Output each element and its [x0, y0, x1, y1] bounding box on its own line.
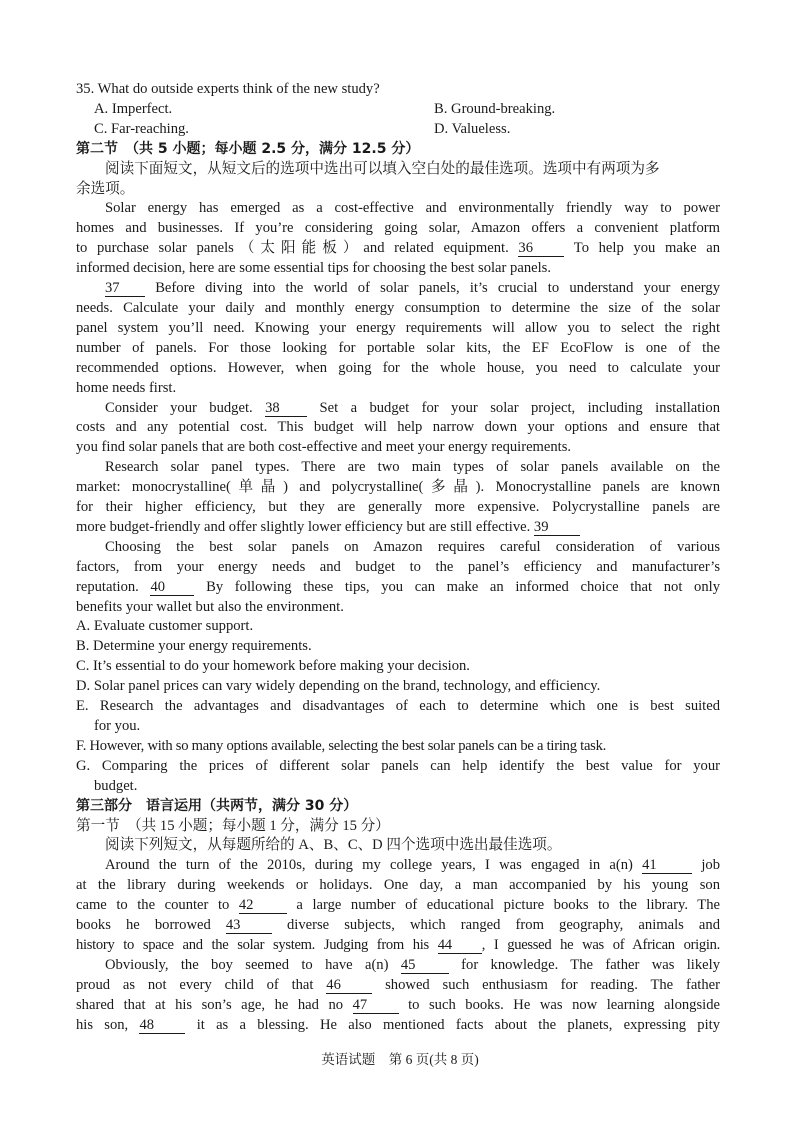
- part-3-section-1-header: 第一节 （共 15 小题；每小题 1 分，满分 15 分）: [76, 817, 390, 834]
- part-3-instruction: 阅读下列短文，从每题所给的 A、B、C、D 四个选项中选出最佳选项。: [105, 837, 562, 854]
- cloze-paragraph-2: [76, 956, 720, 1036]
- line: Research solar panel types. There are two main types of solar panels available on the: [105, 459, 720, 476]
- line: you find solar panels that are both cost-effective and meet your energy requirements.: [76, 439, 572, 456]
- line: Solar energy has emerged as a cost-effective and environmentally friendly way to power: [105, 200, 720, 217]
- blank-46: 46: [326, 977, 372, 994]
- line: Choosing the best solar panels on Amazon requires careful consideration of various: [105, 538, 720, 555]
- line: home needs first.: [76, 379, 177, 396]
- page-content: [76, 80, 720, 1036]
- passage-paragraph-4: [76, 458, 720, 538]
- blank-47: 47: [353, 997, 399, 1014]
- blank-39: 39: [534, 519, 580, 536]
- blank-42: 42: [239, 897, 287, 914]
- line: came to the counter to 42 a large number of educational picture books to the library. The: [76, 897, 720, 914]
- question-35-options: [76, 100, 720, 140]
- page-footer: 英语试题 第 6 页(共 8 页): [321, 1052, 479, 1067]
- line: homes and businesses. If you’re considering going solar, Amazon offers a convenient platform: [76, 220, 720, 237]
- section-2-instruction-2: 余选项。: [76, 180, 135, 197]
- blank-44: 44: [438, 937, 482, 954]
- line: 37 Before diving into the world of solar panels, it’s crucial to understand your energy: [105, 280, 720, 297]
- blank-36: 36: [518, 240, 564, 257]
- line: shared that at his son’s age, he had no 47 to such books. He was now learning alongside: [76, 996, 720, 1013]
- passage-paragraph-3: [76, 399, 720, 459]
- line: for their higher efficiency, but they are generally more expensive. Polycrystalline panels are: [76, 499, 720, 516]
- choice-g: G. Comparing the prices of different solar panels can help identify the best value for your: [76, 757, 720, 774]
- section-2-header: 第二节 （共 5 小题；每小题 2.5 分，满分 12.5 分）: [76, 140, 420, 157]
- blank-37: 37: [105, 280, 145, 297]
- line: number of panels. For those looking for portable solar kits, the EF EcoFlow is one of the: [76, 339, 720, 356]
- line: recommended options. However, when going for the whole house, you need to calculate your: [76, 359, 720, 376]
- line: at the library during weekends or holidays. One day, a man accompanied by his young son: [76, 877, 720, 894]
- choice-f: F. However, with so many options available, selecting the best solar panels can be a tiring task.: [76, 737, 607, 754]
- line: history to space and the solar system. Judging from his 44 , I guessed he was of African origin.: [76, 936, 720, 953]
- line: proud as not every child of that 46 showed such enthusiasm for reading. The father: [76, 976, 720, 993]
- option-c: C. Far-reaching.: [94, 120, 189, 137]
- option-b: B. Ground-breaking.: [434, 100, 556, 117]
- line: Obviously, the boy seemed to have a(n) 45 for knowledge. The father was likely: [105, 956, 720, 973]
- line: Consider your budget. 38 Set a budget for your solar project, including installation: [105, 399, 720, 416]
- line: needs. Calculate your daily and monthly energy consumption to determine the size of the solar: [76, 299, 720, 316]
- line: benefits your wallet but also the environment.: [76, 598, 344, 615]
- choice-g-cont: budget.: [94, 777, 138, 794]
- line: more budget-friendly and offer slightly lower efficiency but are still effective. 39: [76, 518, 720, 538]
- blank-45: 45: [401, 957, 449, 974]
- section-2-instruction-1: 阅读下面短文，从短文后的选项中选出可以填入空白处的最佳选项。选项中有两项为多: [105, 160, 660, 177]
- line: reputation. 40 By following these tips, you can make an informed choice that not only: [76, 578, 720, 595]
- choice-e: E. Research the advantages and disadvantages of each to determine which one is best suited: [76, 698, 720, 715]
- blank-40: 40: [150, 579, 194, 596]
- blank-41: 41: [642, 857, 692, 874]
- choice-list: [76, 617, 720, 796]
- blank-48: 48: [139, 1017, 185, 1034]
- line: to purchase solar panels（太阳能板）and related equipment. 36 To help you make an: [76, 240, 720, 257]
- line: Around the turn of the 2010s, during my college years, I was engaged in a(n) 41 job: [105, 857, 720, 874]
- option-a: A. Imperfect.: [94, 100, 173, 117]
- line: factors, from your energy needs and budget to the panel’s efficiency and manufacturer’s: [76, 558, 720, 575]
- line: books he borrowed 43 diverse subjects, which ranged from geography, animals and: [76, 917, 720, 934]
- choice-d: D. Solar panel prices can vary widely depending on the brand, technology, and efficiency.: [76, 678, 601, 695]
- blank-43: 43: [226, 917, 272, 934]
- part-3-header: 第三部分 语言运用（共两节，满分 30 分）: [76, 797, 358, 814]
- line: informed decision, here are some essential tips for choosing the best solar panels.: [76, 260, 551, 277]
- passage-paragraph-2: [76, 279, 720, 398]
- passage-paragraph-5: [76, 538, 720, 618]
- question-35-stem: 35. What do outside experts think of the new study?: [76, 81, 380, 97]
- blank-38: 38: [265, 400, 307, 417]
- passage-paragraph-1: [76, 199, 720, 279]
- choice-b: B. Determine your energy requirements.: [76, 638, 312, 655]
- line: panel system you’ll need. Knowing your energy requirements will allow you to select the right: [76, 319, 720, 336]
- line: his son, 48 it as a blessing. He also mentioned facts about the planets, expressing pity: [76, 1016, 720, 1033]
- choice-c: C. It’s essential to do your homework before making your decision.: [76, 658, 470, 675]
- choice-e-cont: for you.: [94, 718, 141, 734]
- cloze-paragraph-1: [76, 856, 720, 956]
- question-35: [76, 80, 720, 140]
- option-d: D. Valueless.: [434, 120, 511, 137]
- line: market: monocrystalline(单晶) and polycrystalline(多晶). Monocrystalline panels are known: [76, 479, 720, 496]
- line: costs and any potential cost. This budget will help narrow down your options and ensure that: [76, 419, 720, 436]
- choice-a: A. Evaluate customer support.: [76, 618, 254, 635]
